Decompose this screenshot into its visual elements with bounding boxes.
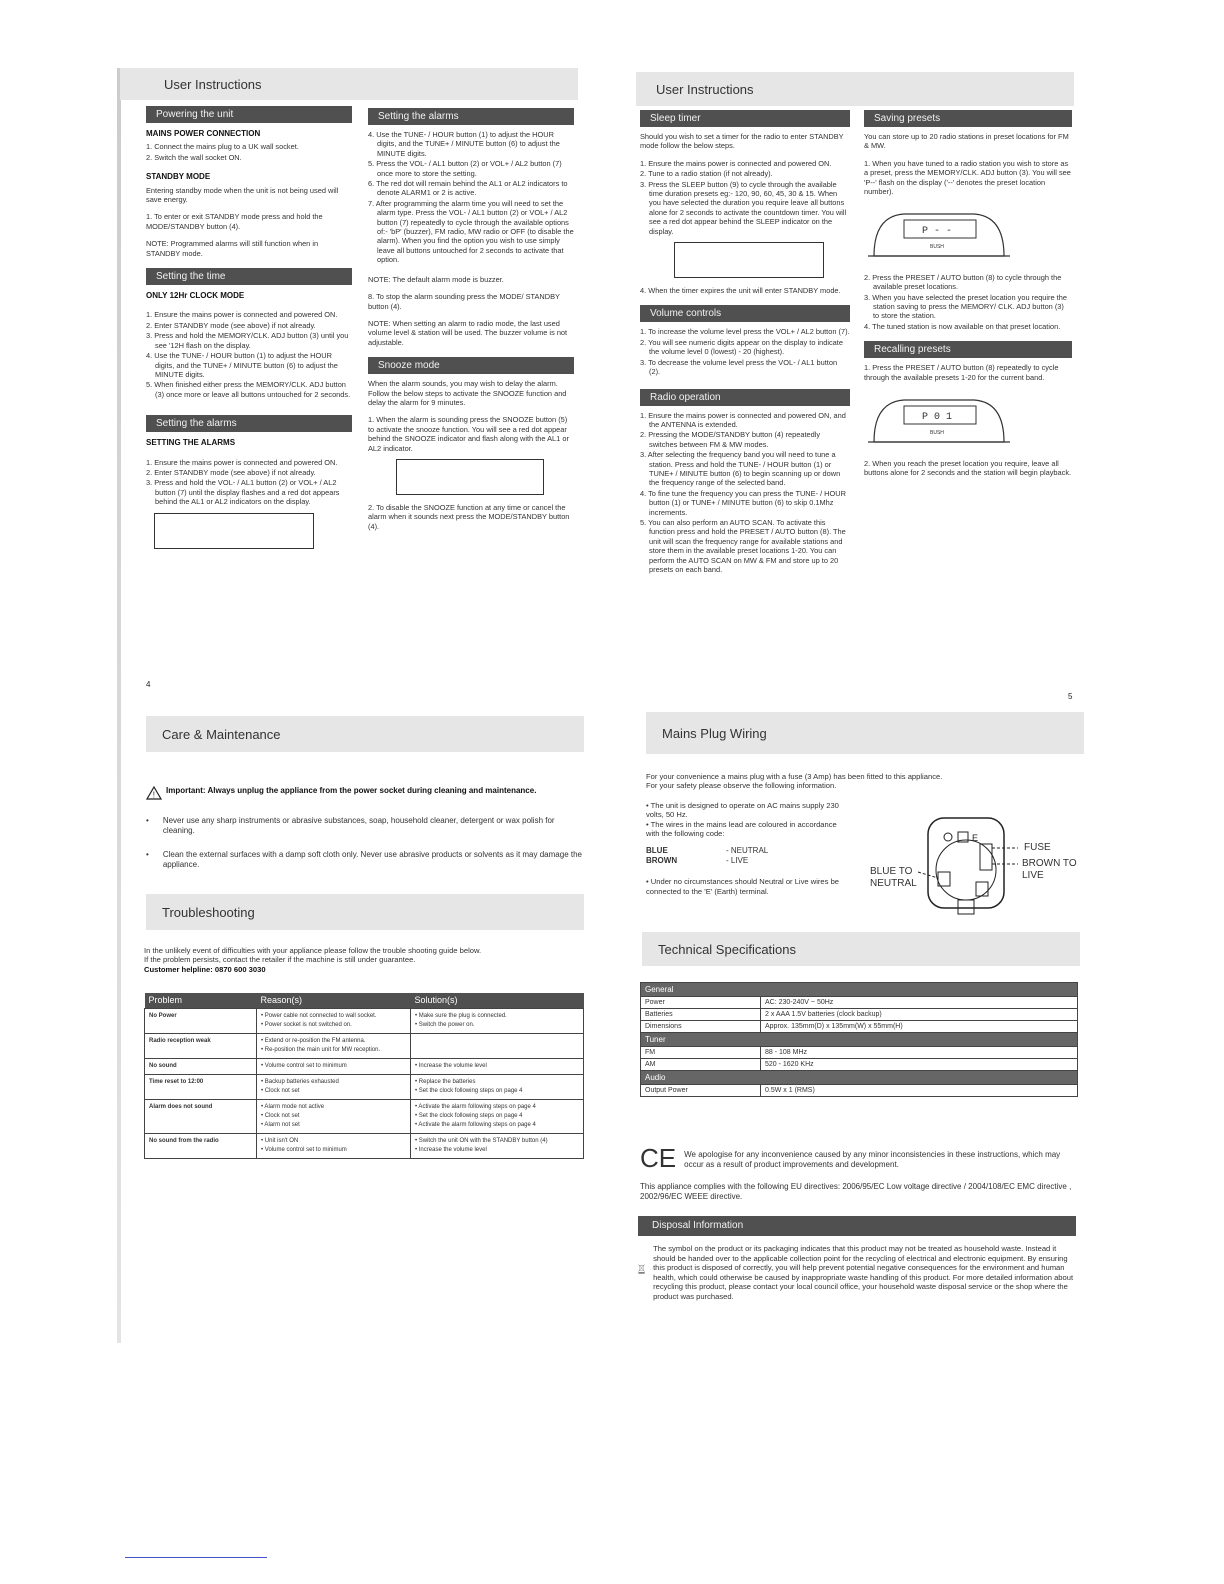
bullet-item: • Never use any sharp instruments or abrasive substances, soap, household cleaner, detergent or wax polish for cleaning. [146,816,586,836]
note: NOTE: The default alarm mode is buzzer. [368,274,504,284]
table-cell: Alarm does not sound [145,1099,257,1133]
section-heading: STANDBY MODE [146,172,211,182]
table-cell: • Backup batteries exhausted • Clock not set [257,1074,411,1099]
note: NOTE: Programmed alarms will still function when in STANDBY mode. [146,239,319,258]
radio-unit-illustration [864,392,1014,450]
list-item: 6. The red dot will remain behind the AL1 or AL2 indicators to denote ALARM1 or 2 is active. [368,179,568,198]
page1-left-column [146,106,352,557]
paragraph: You can store up to 20 radio stations in preset locations for FM & MW. [864,132,1069,151]
list-item: 1. Ensure the mains power is connected and powered ON. [146,310,338,320]
step: 1. When the alarm is sounding press the SNOOZE button (5) to activate the snooze function. You will see a red dot appear behind the SNOOZE indicator and flash along with the AL1 or AL2 indicator. [368,415,569,453]
section-title: Troubleshooting [146,894,584,930]
page-title: User Instructions [120,68,578,100]
volume-steps [640,327,850,376]
alarm-steps [146,458,352,507]
list-item: 3. Press and hold the MEMORY/CLK. ADJ button (3) until you see '12H flash on the display. [146,331,349,350]
paragraph: This appliance complies with the following EU directives: 2006/95/EC Low voltage directive / 2004/108/EC EMC directive , 2002/96/EC WEEE directive. [640,1182,1072,1201]
care-body [146,786,586,870]
table-cell: No Power [145,1008,257,1033]
paragraph: We apologise for any inconvenience caused by any minor inconsistencies in these instructions, which may occur as a result of product improvements and development. [684,1150,1061,1169]
spec-header [642,932,1080,966]
list-item: 2. Enter STANDBY mode (see above) if not already. [146,467,316,477]
footer-line [125,1557,267,1558]
bullet-text: • The wires in the mains lead are coloured in accordance with the following code: [646,819,837,839]
plug-header [646,712,1084,754]
section-bar: Radio operation [640,389,850,406]
svg-text:!: ! [152,790,155,800]
bullet-item: • Clean the external surfaces with a damp soft cloth only. Never use abrasive products or solvents as it may damage the appliance. [146,850,586,870]
table-cell: • Make sure the plug is connected. • Switch the power on. [411,1008,584,1033]
step: 4. When the timer expires the unit will enter STANDBY mode. [640,286,841,296]
spec-label: Output Power [641,1085,761,1097]
section-bar: Disposal Information [638,1216,1076,1236]
page-number: 4 [146,680,151,689]
page-number: 5 [1068,692,1073,701]
brown-label: BROWN TO [1022,858,1077,869]
plug-wiring-diagram [868,812,1080,916]
disposal-section [638,1216,1076,1302]
alarm-steps-continued [368,130,574,265]
step: 2. When you reach the preset location you require, leave all buttons alone for 2 seconds and the station will begin playback. [864,458,1072,477]
paragraph: The symbol on the product or its packaging indicates that this product may not be treated as household waste. Instead it should be handed over to the applicable collection point for the recycling of electrical and electronic equipment. By ensuring this product is disposed of correctly, you will help prevent potential negative consequences for the environment and human health, which could otherwise be caused by inappropriate waste handling of this product. For more detailed information about recycling this product, please contact your local council office, your household waste disposal service or the shop where the product was purchased. [653,1244,1074,1301]
list-item: 3. To decrease the volume level press the VOL- / AL1 button (2). [640,357,838,377]
spec-label: Power [641,997,761,1009]
specifications-table [640,982,1078,1097]
list-item: 7. After programming the alarm time you will need to set the alarm type. Press the VOL- / AL1 button (2) or VOL+ / AL2 button (7) repeatedly to cycle through the available options of:- 'bP' (buzzer), FM radio, MW radio or OFF (to disable the alarm). When you find the option you wish to use simply leave all buttons untouched for 2 seconds to activate that option. [368,198,574,265]
weee-bin-icon [638,1244,645,1294]
section-bar: Setting the alarms [368,108,574,125]
column-header: Solution(s) [411,993,584,1008]
table-cell [411,1033,584,1058]
paragraph: For your convenience a mains plug with a fuse (3 Amp) has been fitted to this appliance. [646,772,943,781]
bullet-text: • The unit is designed to operate on AC mains supply 230 volts, 50 Hz. [646,800,839,820]
page-title: User Instructions [636,72,1074,106]
list-item: 3. Press the SLEEP button (9) to cycle through the available time duration presets eg:- 120, 90, 60, 45, 30 & 15. When you have selected the duration you require leave all buttons alone for 2 seconds to activate the countdown timer. You will see a red dot appear behind the SLEEP indicator on the display. [640,179,847,236]
list-item: 3. After selecting the frequency band you will need to tune a station. Press and hold the TUNE- / HOUR button (1) or TUNE+ / MINUTE button (6) to begin scanning up or down the frequency range of the selected band. [640,450,841,488]
table-row [145,1074,584,1099]
sleep-steps [640,159,850,236]
table-cell: No sound from the radio [145,1133,257,1158]
step: 2. To disable the SNOOZE function at any time or cancel the alarm when it sounds next press the MODE/STANDBY button (4). [368,502,570,531]
list-item: 2. Press the PRESET / AUTO button (8) to cycle through the available preset locations. [864,272,1062,292]
list-item: 3. When you have selected the preset location you require the station saving to press the MEMORY/ CLK. ADJ button (3) to store the station. [864,292,1067,321]
spec-value: AC: 230-240V ~ 50Hz [761,997,1078,1009]
table-cell: No sound [145,1058,257,1074]
spec-group: Audio [641,1071,1078,1085]
display-text: P - - [922,226,953,238]
page1-right-column [368,108,574,535]
spec-label: AM [641,1059,761,1071]
bullet-text: Never use any sharp instruments or abrasive substances, soap, household cleaner, detergent or wax polish for cleaning. [162,816,555,835]
blue-label: BLUE TO [870,866,913,877]
list-item: 4. The tuned station is now available on that preset location. [864,321,1061,331]
page2-header [636,72,1074,106]
saving-steps [864,273,1072,331]
important-text: Important: Always unplug the appliance from the power socket during cleaning and maintenance. [166,786,537,795]
table-cell: • Extend or re-position the FM antenna. • Re-position the main unit for MW reception. [257,1033,411,1058]
list-item: 1. Ensure the mains power is connected and powered ON. [640,158,832,168]
section-title: Technical Specifications [642,932,1080,966]
section-bar: Saving presets [864,110,1072,127]
helpline: Customer helpline: 0870 600 3030 [144,964,266,974]
fuse-label: FUSE [1024,842,1051,853]
wire-color: BLUE [646,846,668,856]
step: 1. To enter or exit STANDBY mode press and hold the MODE/STANDBY button (4). [146,212,323,231]
list-item: 1. Ensure the mains power is connected and powered ON. [146,457,338,467]
table-cell: • Unit isn't ON • Volume control set to minimum [257,1133,411,1158]
live-label: LIVE [1022,870,1044,881]
list-item: 1. Ensure the mains power is connected and powered ON, and the ANTENNA is extended. [640,410,846,429]
spec-value: 520 - 1620 KHz [761,1059,1078,1071]
earth-label: E [972,833,979,843]
lcd-display-illustration [154,513,314,549]
list-item: 5. When finished either press the MEMORY/CLK. ADJ button (3) once more or leave all buttons untouched for 2 seconds. [146,380,351,399]
column-header: Reason(s) [257,993,411,1008]
radio-steps [640,411,850,575]
section-bar: Setting the time [146,268,352,285]
spec-group: General [641,983,1078,997]
section-bar: Recalling presets [864,341,1072,358]
table-row [145,1099,584,1133]
step: 8. To stop the alarm sounding press the MODE/ STANDBY button (4). [368,292,560,311]
page1-header [120,68,578,98]
list-item: 2. You will see numeric digits appear on the display to indicate the volume level 0 (lowest) - 20 (highest). [640,337,843,357]
step: 1. Press the PRESET / AUTO button (8) repeatedly to cycle through the available presets 1-20 for the current band. [864,363,1059,382]
table-cell: Radio reception weak [145,1033,257,1058]
table-cell: • Increase the volume level [411,1058,584,1074]
paragraph: Entering standby mode when the unit is not being used will save energy. [146,185,339,205]
section-heading: ONLY 12Hr CLOCK MODE [146,291,245,301]
section-title: Mains Plug Wiring [646,712,1084,754]
list-item: 5. Press the VOL- / AL1 button (2) or VOL+ / AL2 button (7) once more to store the setting. [368,159,562,178]
list-item: 4. Use the TUNE- / HOUR button (1) to adjust the HOUR digits, and the TUNE+ / MINUTE button (6) to adjust the MINUTE digits. [146,351,338,379]
section-bar: Snooze mode [368,357,574,374]
paragraph: For your safety please observe the following information. [646,781,837,791]
page2-right-column [864,110,1072,481]
ce-mark-icon: CE [640,1143,677,1173]
step: 2. Switch the wall socket ON. [146,152,242,162]
table-cell: • Volume control set to minimum [257,1058,411,1074]
compliance-block [640,1144,1080,1206]
brand-logo: BUSH [930,430,944,437]
step: 1. When you have tuned to a radio station you wish to store as a preset, press the MEMORY/CLK. ADJ button (3). You will see 'P--' flash on the display ('--' denotes the preset location number). [864,158,1071,197]
step: 1. Connect the mains plug to a UK wall socket. [146,142,299,152]
scan-edge [117,68,121,1343]
section-bar: Powering the unit [146,106,352,123]
spec-group: Tuner [641,1033,1078,1047]
spec-value: 2 x AAA 1.5V batteries (clock backup) [761,1009,1078,1021]
table-cell: • Switch the unit ON with the STANDBY button (4) • Increase the volume level [411,1133,584,1158]
list-item: 5. You can also perform an AUTO SCAN. To activate this function press and hold the PRESET / AUTO button (8). The unit will scan the frequency range for available stations and store them in the available preset locations 1-20. You can perform the AUTO SCAN on MW & FM and store up to 20 presets on each band. [640,517,846,574]
column-header: Problem [145,993,257,1008]
section-heading: SETTING THE ALARMS [146,438,236,448]
neutral-label: NEUTRAL [870,878,917,889]
bullet-text: • Under no circumstances should Neutral or Live wires be connected to the 'E' (Earth) terminal. [646,877,840,896]
spec-label: Dimensions [641,1021,761,1033]
section-bar: Volume controls [640,305,850,322]
page2-left-column [640,110,850,575]
bullet-text: Clean the external surfaces with a damp soft cloth only. Never use abrasive products or solvents as it may damage the appliance. [162,850,582,869]
paragraph: When the alarm sounds, you may wish to delay the alarm. Follow the below steps to activate the SNOOZE function and delay the alarm for 9 minutes. [368,379,567,407]
wire-color: BROWN [646,855,678,865]
radio-unit-illustration [864,206,1014,264]
table-cell: Time reset to 12:00 [145,1074,257,1099]
note: NOTE: When setting an alarm to radio mode, the last used volume level & station will be used. The buzzer volume is not adjustable. [368,318,568,347]
section-bar: Sleep timer [640,110,850,127]
care-header [146,716,584,752]
wire-function: - NEUTRAL [726,846,769,856]
spec-value: Approx. 135mm(D) x 135mm(W) x 55mm(H) [761,1021,1078,1033]
list-item: 1. To increase the volume level press the VOL+ / AL2 button (7). [640,327,850,337]
list-item: 4. To fine tune the frequency you can press the TUNE- / HOUR button (1) or TUNE+ / MINUTE button (6) to skip 0.1Mhz increments. [640,488,846,517]
table-cell: • Replace the batteries • Set the clock following steps on page 4 [411,1074,584,1099]
paragraph: If the problem persists, contact the retailer if the machine is still under guarantee. [144,955,416,965]
table-body [145,1008,584,1158]
troubleshooting-table [144,993,584,1159]
table-row [145,1058,584,1074]
table-row [145,1133,584,1158]
display-text: P 0 1 [922,412,953,424]
spec-label: Batteries [641,1009,761,1021]
list-item: 2. Enter STANDBY mode (see above) if not already. [146,320,316,330]
table-cell: • Power cable not connected to wall socket. • Power socket is not switched on. [257,1008,411,1033]
table-cell: • Alarm mode not active • Clock not set • Alarm not set [257,1099,411,1133]
paragraph: Should you wish to set a timer for the radio to enter STANDBY mode follow the below steps. [640,132,844,151]
list-item: 3. Press and hold the VOL- / AL1 button (2) or VOL+ / AL2 button (7) until the display flashes and a red dot appears behind the AL1 or AL2 indicators on the display. [146,478,340,507]
spec-value: 88 - 108 MHz [761,1047,1078,1059]
section-bar: Setting the alarms [146,415,352,432]
list-item: 2. Pressing the MODE/STANDBY button (4) repeatedly switches between FM & MW modes. [640,430,821,449]
spec-label: FM [641,1047,761,1059]
table-row [145,1033,584,1058]
wire-function: - LIVE [726,855,749,865]
brand-logo: BUSH [930,244,944,251]
lcd-display-illustration [396,459,544,495]
table-row [145,1008,584,1033]
lcd-display-illustration [674,242,824,278]
section-heading: MAINS POWER CONNECTION [146,129,261,138]
section-title: Care & Maintenance [146,716,584,752]
list-item: 4. Use the TUNE- / HOUR button (1) to adjust the HOUR digits, and the TUNE+ / MINUTE button (6) to adjust the MINUTE digits. [368,130,560,158]
warning-icon [146,786,162,800]
time-steps [146,310,352,399]
paragraph: In the unlikely event of difficulties with your appliance please follow the trouble shooting guide below. [144,946,482,955]
list-item: 2. Tune to a radio station (if not already). [640,169,773,179]
trouble-intro [144,946,586,974]
spec-value: 0.5W x 1 (RMS) [761,1085,1078,1097]
wire-code [646,846,846,865]
table-cell: • Activate the alarm following steps on page 4 • Set the clock following steps on page 4 • Activate the alarm following steps on page 4 [411,1099,584,1133]
important-notice [146,786,586,800]
trouble-header [146,894,584,930]
